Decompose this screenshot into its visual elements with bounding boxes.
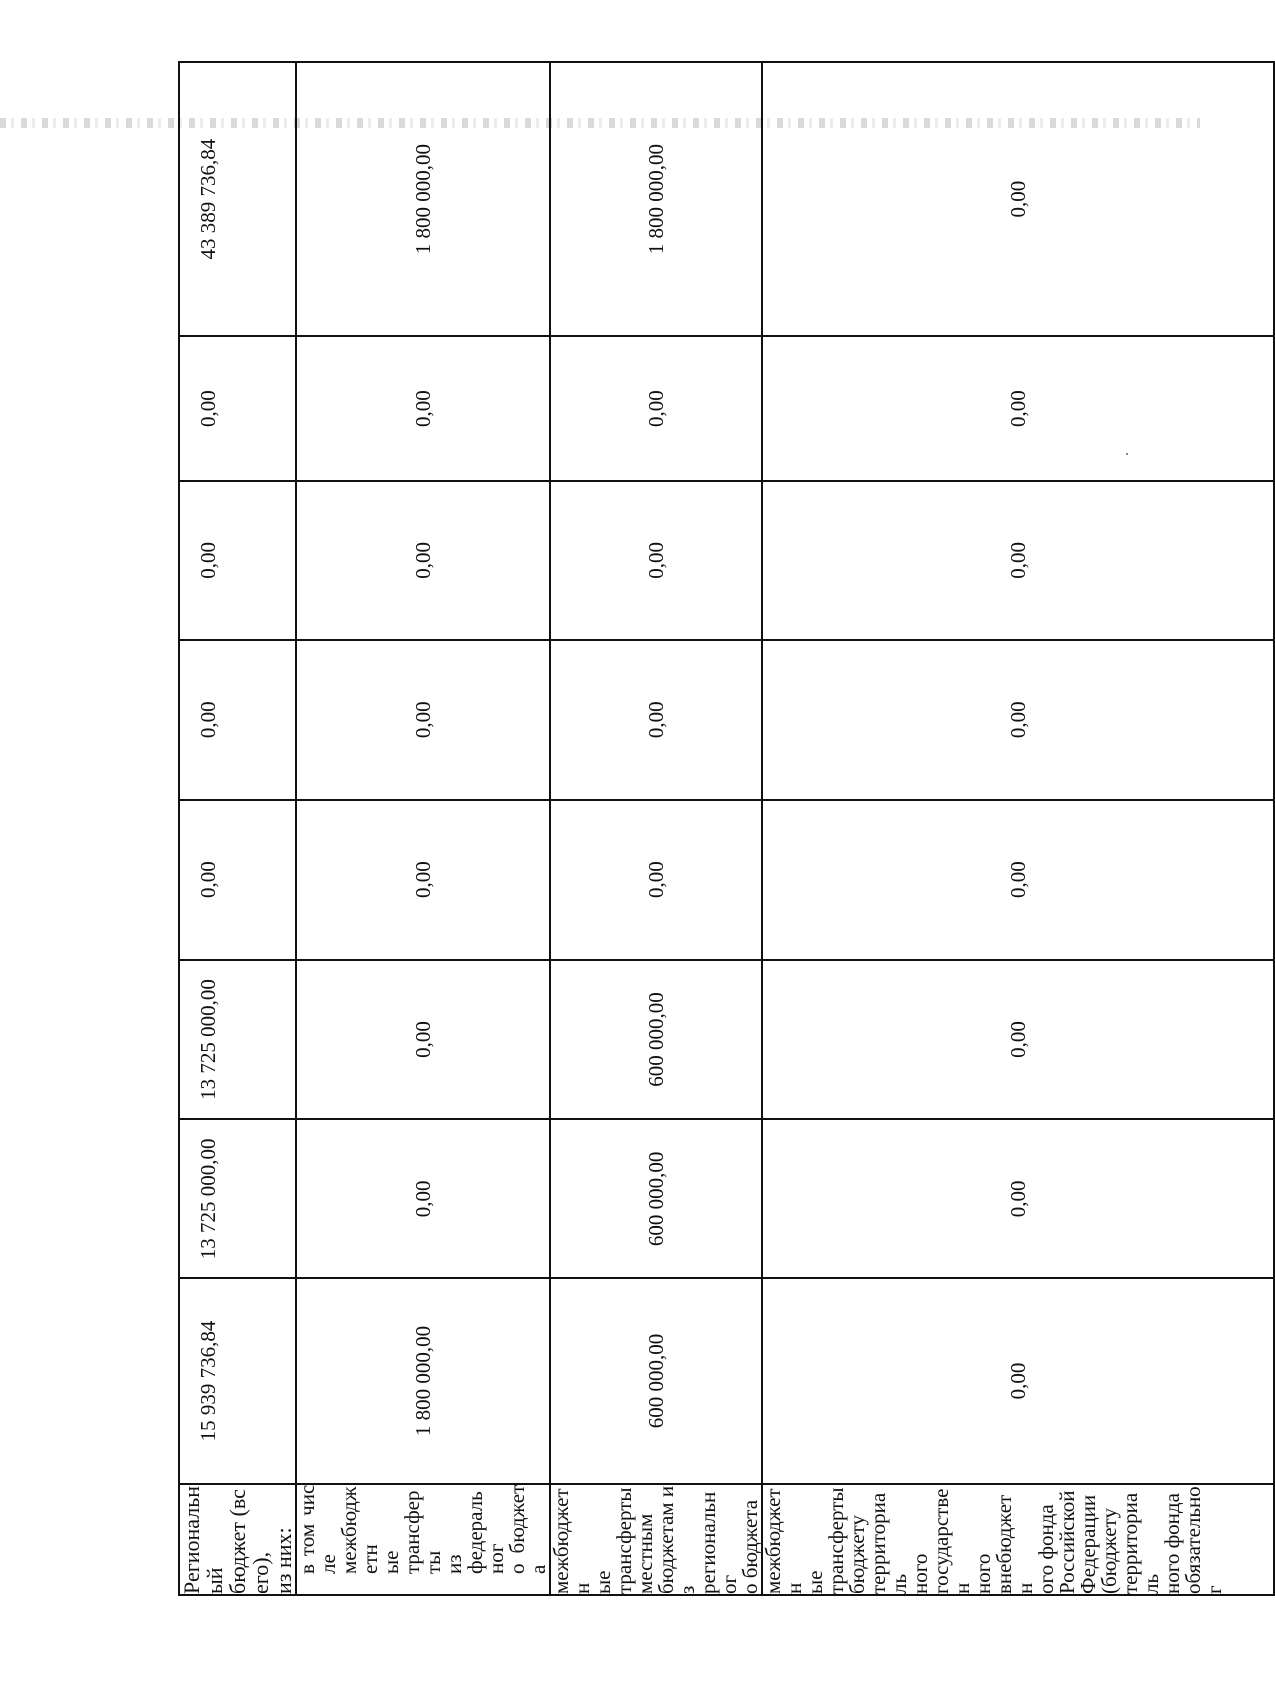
table-cell-value: 0,00 [550, 336, 762, 481]
row-label-line: трансферты [612, 1487, 637, 1594]
row-label-line: из [442, 1554, 467, 1574]
row-label-line: территориаль [866, 1492, 912, 1594]
table-cell-value: 43 389 736,84 [179, 62, 296, 336]
table-cell-value: 0,00 [296, 1119, 550, 1278]
row-label-line: в том числе [295, 1484, 341, 1574]
table-row [762, 62, 1274, 1595]
table-cell-value: 0,00 [762, 960, 1274, 1120]
table-cell-value: 0,00 [296, 800, 550, 960]
row-label-line: бюджетам из [654, 1485, 700, 1594]
rotated-table-frame [178, 61, 1227, 1596]
row-label-line: государствен [929, 1488, 975, 1594]
table-cell-value: 13 725 000,00 [179, 1119, 296, 1278]
table-cell-value: 0,00 [762, 640, 1274, 800]
row-label-line: ного [971, 1553, 996, 1594]
row-label-line: межбюджетн [549, 1488, 595, 1594]
table-cell-value: 0,00 [179, 336, 296, 481]
table-row [550, 62, 762, 1595]
table-cell-value: 0,00 [762, 336, 1274, 481]
row-label-line: местным [633, 1513, 658, 1594]
table-cell-value: 0,00 [296, 960, 550, 1120]
table-cell-value: 0,00 [296, 481, 550, 640]
table-cell-value: 1 800 000,00 [296, 62, 550, 336]
row-label-line: Российской [1055, 1490, 1080, 1594]
row-label-line: обязательног [1181, 1486, 1227, 1594]
table-cell-value: 0,00 [179, 640, 296, 800]
table-cell-value: 15 939 736,84 [179, 1278, 296, 1483]
table-cell-value: 13 725 000,00 [179, 960, 296, 1120]
row-label-line: ые [591, 1570, 616, 1594]
table-cell-value: 0,00 [179, 800, 296, 960]
table-cell-value: 0,00 [296, 336, 550, 481]
table-cell-value: 1 800 000,00 [296, 1278, 550, 1483]
row-label-line: внебюджетн [992, 1494, 1038, 1594]
row-label-line: ого фонда [1034, 1504, 1059, 1594]
table-cell-value: 600 000,00 [550, 1278, 762, 1483]
row-label-line: трансферты [400, 1490, 446, 1574]
table-cell-value: 0,00 [762, 800, 1274, 960]
table-cell-value: 0,00 [762, 62, 1274, 336]
row-label-line: межбюджетн [761, 1488, 807, 1594]
row-label-line: из них: [271, 1527, 297, 1594]
table-row [296, 62, 550, 1595]
row-label-line: федеральног [463, 1491, 509, 1574]
table-body [179, 62, 1274, 1595]
row-label-line: территориаль [1118, 1492, 1164, 1594]
row-label-line: (бюджету [1097, 1508, 1122, 1594]
row-label-line: ые [379, 1550, 404, 1574]
table-cell-value: 1 800 000,00 [550, 62, 762, 336]
table-cell-value: 0,00 [762, 481, 1274, 640]
table-cell-value: 0,00 [762, 1119, 1274, 1278]
table-cell-value: 0,00 [296, 640, 550, 800]
rotated-sheet [178, 61, 1227, 1596]
row-label-line: Федерации [1076, 1494, 1101, 1594]
budget-table [178, 61, 1275, 1596]
row-label-line: о бюджета [505, 1484, 551, 1574]
table-cell-value: 600 000,00 [550, 960, 762, 1120]
row-label-line: трансферты [824, 1487, 849, 1594]
row-label-line: бюджет (всего), [225, 1489, 274, 1594]
row-label-line: межбюджетн [337, 1486, 383, 1574]
row-label-line: ного фонда [1160, 1493, 1185, 1594]
row-label-line: ного [908, 1553, 933, 1594]
row-label [296, 1484, 550, 1595]
row-label [179, 1484, 296, 1595]
row-label-line: бюджету [845, 1515, 870, 1594]
table-cell-value: 0,00 [762, 1278, 1274, 1483]
table-cell-value: 0,00 [550, 481, 762, 640]
table-cell-value: 0,00 [550, 800, 762, 960]
row-label-line: региональног [696, 1491, 742, 1594]
row-label [550, 1484, 762, 1595]
table-cell-value: 600 000,00 [550, 1119, 762, 1278]
row-label-line: о бюджета [738, 1499, 763, 1594]
row-label [762, 1484, 1274, 1595]
table-row [179, 62, 296, 1595]
table-cell-value: 0,00 [550, 640, 762, 800]
table-cell-value: 0,00 [179, 481, 296, 640]
row-label-line: ые [803, 1570, 828, 1594]
row-label-line: Региональный [179, 1485, 228, 1594]
